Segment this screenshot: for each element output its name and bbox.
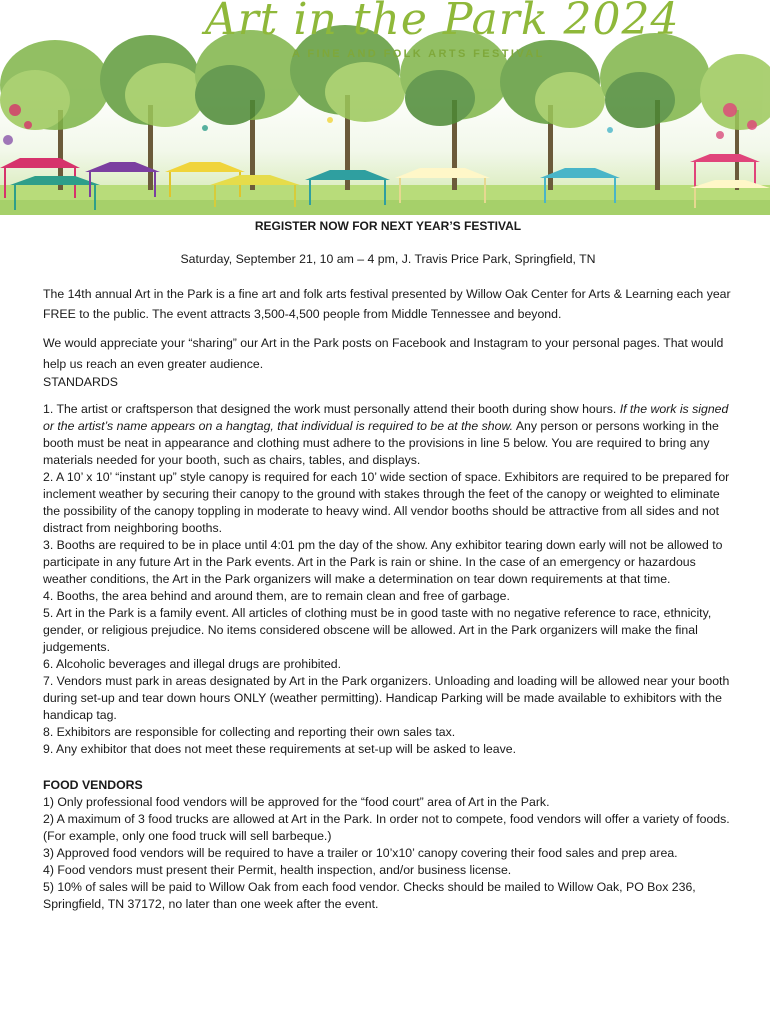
food-item: 3) Approved food vendors will be required to have a trailer or 10’x10’ canopy covering their food sales and prep area. — [43, 846, 678, 860]
standard-item: 2. A 10’ x 10’ “instant up” style canopy is required for each 10’ wide section of space. Exhibitors are required to be prepared for inclement weather by securing their canopy to the ground with stakes through the feet of the canopy or weighted to eliminate the possibility of the canopy toppling in moderate to heavy wind. All vendor booths should be attractive from all sides and not distract from neighboring booths. — [43, 470, 730, 535]
standard-item: 3. Booths are required to be in place until 4:01 pm the day of the show. Any exhibitor tearing down early will not be allowed to participate in any future Art in the Park events. Art in the Park is rain or shine. In the case of an emergency or hazardous weather conditions, the Art in the Park organizers will make a determination on tear down requirements at that time. — [43, 538, 723, 586]
festival-title: Art in the Park 2024 — [205, 0, 680, 45]
food-item: 5) 10% of sales will be paid to Willow Oak from each food vendor. Checks should be mailed to Willow Oak, PO Box 236, Springfield, TN 37172, no later than one week after the event. — [43, 880, 696, 911]
document-body — [43, 215, 733, 913]
food-vendors-list — [43, 794, 733, 913]
standards-list — [43, 401, 733, 758]
event-dateline: Saturday, September 21, 10 am – 4 pm, J. Travis Price Park, Springfield, TN — [180, 252, 596, 266]
standard-1-text: 1. The artist or craftsperson that designed the work must personally attend their booth during show hours. — [43, 402, 620, 416]
standard-item: 4. Booths, the area behind and around them, are to remain clean and free of garbage. — [43, 589, 510, 603]
food-item: 4) Food vendors must present their Permit, health inspection, and/or business license. — [43, 863, 512, 877]
standards-label: STANDARDS — [43, 375, 118, 389]
register-heading: REGISTER NOW FOR NEXT YEAR’S FESTIVAL — [254, 219, 522, 233]
standard-item: 6. Alcoholic beverages and illegal drugs are prohibited. — [43, 657, 342, 671]
standard-item — [43, 401, 733, 469]
share-paragraph: We would appreciate your “sharing” our Art in the Park posts on Facebook and Instagram to your personal pages. That would help us reach an even greater audience. — [43, 336, 724, 371]
festival-banner — [0, 0, 770, 215]
standard-item: 5. Art in the Park is a family event. All articles of clothing must be in good taste with no negative reference to race, ethnicity, gender, or religious prejudice. No items considered obscene will be allowed. Art in the Park organizers will make the final judgements. — [43, 606, 712, 654]
standard-item: 8. Exhibitors are responsible for collecting and reporting their own sales tax. — [43, 725, 456, 739]
standard-item: 9. Any exhibitor that does not meet these requirements at set-up will be asked to leave. — [43, 742, 517, 756]
standard-item: 7. Vendors must park in areas designated by Art in the Park organizers. Unloading and loading will be allowed near your booth during set-up and tear down hours ONLY (weather permitting). Handicap Parking will be made available to exhibitors with the handicap tag. — [43, 674, 730, 722]
food-item: 1) Only professional food vendors will be approved for the “food court” area of Art in the Park. — [43, 795, 550, 809]
festival-subtitle: A FINE AND FOLK ARTS FESTIVAL — [292, 48, 545, 60]
food-item: 2) A maximum of 3 food trucks are allowed at Art in the Park. In order not to compete, food vendors will offer a variety of foods. (For example, only one food truck will sell barbeque.) — [43, 812, 730, 843]
intro-paragraph: The 14th annual Art in the Park is a fine art and folk arts festival presented by Willow Oak Center for Arts & Learning each year FREE to the public. The event attracts 3,500-4,500 people from Middle Tennessee and beyond. — [43, 287, 731, 321]
standard-1-italic: If the work is signed or the artist’s name appears on a hangtag, that individual is required to be at the show. — [43, 402, 729, 433]
standard-1-text-end: Any person or persons working in the booth must be neat in appearance and clothing must adhere to the provisions in line 5 below. You are required to bring any materials needed for your booth, such as chairs, tables, and displays. — [43, 419, 719, 467]
food-vendors-heading: FOOD VENDORS — [43, 778, 143, 792]
